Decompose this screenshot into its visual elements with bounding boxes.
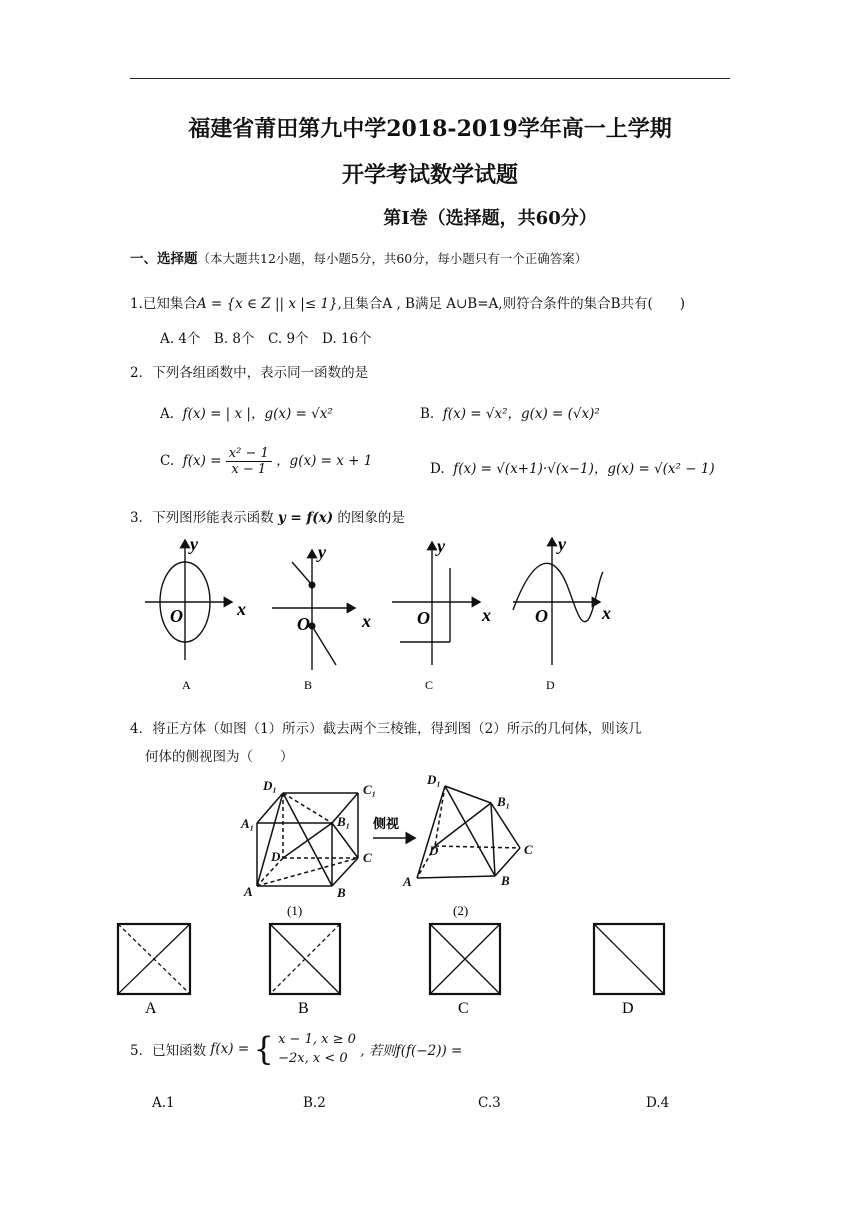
q3-label-b: B	[304, 678, 313, 692]
q4-s-c: C	[524, 842, 533, 857]
q2-option-c-numerator: x² − 1	[226, 446, 272, 462]
q3-graph-c	[392, 536, 491, 692]
q3-stem-suffix: 的图象的是	[337, 510, 405, 526]
page-subtitle: 开学考试数学试题	[341, 162, 518, 188]
q5-stem-suffix: , 若则f(f(−2)) =	[360, 1043, 463, 1059]
q4-s-d1: D₁	[427, 772, 441, 787]
q2-option-c-denominator: x − 1	[231, 462, 267, 477]
q4-v-b: B	[337, 885, 346, 900]
q3-b-x-label: x	[362, 611, 371, 631]
q4-s-b: B	[501, 873, 510, 888]
section-heading: 第Ⅰ卷（选择题，共60分）	[383, 208, 597, 229]
q4-stem-line1: 4．将正方体（如图（1）所示）截去两个三棱锥，得到图（2）所示的几何体，则该几	[130, 721, 642, 737]
q4-option-b-label: B	[298, 1000, 309, 1017]
q4-s-b1: B₁	[497, 794, 511, 809]
q4-v-d: D	[271, 849, 281, 864]
q3-b-y-label: y	[318, 542, 326, 562]
q2-option-d-label: D.	[430, 461, 445, 477]
q3-c-y-label: y	[437, 536, 445, 556]
q3-c-x-label: x	[482, 605, 491, 625]
q2-option-c-fraction	[226, 446, 272, 477]
q2-option-a	[160, 402, 333, 422]
q3-label-a: A	[182, 678, 191, 692]
q3-stem-prefix: 3．下列图形能表示函数	[130, 510, 274, 526]
q2-option-d-expr: f(x) = √(x+1)·√(x−1)，g(x) = √(x² − 1)	[453, 461, 715, 477]
q4-v-d1: D₁	[263, 778, 277, 793]
q2-option-b-label: B.	[420, 406, 435, 422]
q3-a-origin: O	[170, 606, 183, 626]
q3-b-origin: O	[297, 614, 310, 634]
q5-option-d: D.4	[646, 1095, 670, 1111]
top-rule	[130, 78, 730, 79]
q4-s-d: D	[429, 843, 439, 858]
q5-option-b: B.2	[303, 1095, 326, 1111]
q3-stem	[130, 506, 405, 526]
q5-cases	[278, 1030, 356, 1068]
q3-label-d: D	[546, 678, 555, 692]
question-1	[130, 292, 685, 312]
q3-label-c: C	[425, 678, 434, 692]
q4-fig2-caption: (2)	[453, 903, 469, 918]
q1-prefix: 1.已知集合	[130, 296, 197, 312]
q5-stem-prefix: 5．已知函数	[130, 1043, 207, 1059]
q5-option-c: C.3	[478, 1095, 501, 1111]
q2-option-d	[430, 457, 715, 477]
q4-option-a-label: A	[145, 1000, 157, 1017]
q5-option-a: A.1	[152, 1095, 175, 1111]
part-heading	[130, 247, 587, 267]
q1-text: ,且集合A , B满足 A∪B=A,则符合条件的集合B共有( )	[337, 296, 686, 312]
q3-graph-d	[513, 534, 611, 692]
q2-stem: 2．下列各组函数中，表示同一函数的是	[130, 365, 369, 381]
q4-option-d	[594, 924, 664, 994]
question-5	[130, 1030, 462, 1068]
q4-v-a: A	[244, 884, 253, 899]
q4-cube	[257, 793, 358, 886]
part-label: 一、选择题	[130, 251, 198, 267]
q2-option-b-expr: f(x) = √x²，g(x) = (√x)²	[442, 406, 600, 422]
q5-f-def: f(x) =	[210, 1041, 250, 1057]
q5-case-2: −2x, x < 0	[278, 1051, 348, 1066]
q3-d-origin: O	[535, 606, 548, 626]
q4-v-c: C	[363, 850, 372, 865]
q2-option-c	[160, 446, 372, 477]
q4-v-b1: B₁	[337, 814, 351, 829]
q4-option-b	[270, 924, 340, 994]
q3-a-x-label: x	[237, 599, 246, 619]
q3-c-origin: O	[417, 608, 430, 628]
q5-case-1: x − 1, x ≥ 0	[278, 1032, 356, 1047]
q2-option-a-expr: f(x) = | x |，g(x) = √x²	[182, 406, 333, 422]
q3-d-y-label: y	[558, 534, 566, 554]
q3-a-y-label: y	[190, 534, 198, 554]
q2-option-b	[420, 402, 600, 422]
q1-set-a: A = {x ∈ Z || x |≤ 1}	[196, 296, 338, 312]
q3-d-x-label: x	[602, 603, 611, 623]
q4-v-a1: A₁	[241, 816, 255, 831]
q4-fig1-caption: (1)	[287, 903, 303, 918]
page-title: 福建省莆田第九中学2018-2019学年高一上学期	[188, 116, 672, 142]
q3-stem-func: y = f(x)	[277, 510, 334, 526]
q3-graphs	[130, 530, 630, 700]
q4-s-a: A	[403, 874, 412, 889]
q4-figures	[235, 768, 555, 920]
q2-option-c-f: f(x) =	[182, 453, 222, 469]
q4-v-c1: C₁	[363, 782, 377, 797]
q4-stem-line2: 何体的侧视图为（ ）	[145, 749, 294, 765]
q2-option-c-g: ，g(x) = x + 1	[276, 453, 373, 469]
q3-graph-b	[272, 542, 371, 692]
part-instructions: （本大题共12小题，每小题5分，共60分，每小题只有一个正确答案）	[197, 251, 588, 266]
q1-options: A. 4个 B. 8个 C. 9个 D. 16个	[160, 331, 372, 347]
q2-option-c-label: C.	[160, 453, 175, 469]
q5-brace: {	[253, 1030, 274, 1068]
q4-option-d-label: D	[622, 1000, 634, 1017]
q4-option-c-label: C	[458, 1000, 469, 1017]
q3-graph-a	[145, 534, 246, 692]
q2-option-a-label: A.	[160, 406, 175, 422]
q4-arrow-label: 侧视	[373, 816, 400, 831]
q4-option-c	[430, 924, 500, 994]
q4-options	[110, 920, 700, 1020]
q4-option-a	[118, 924, 190, 994]
